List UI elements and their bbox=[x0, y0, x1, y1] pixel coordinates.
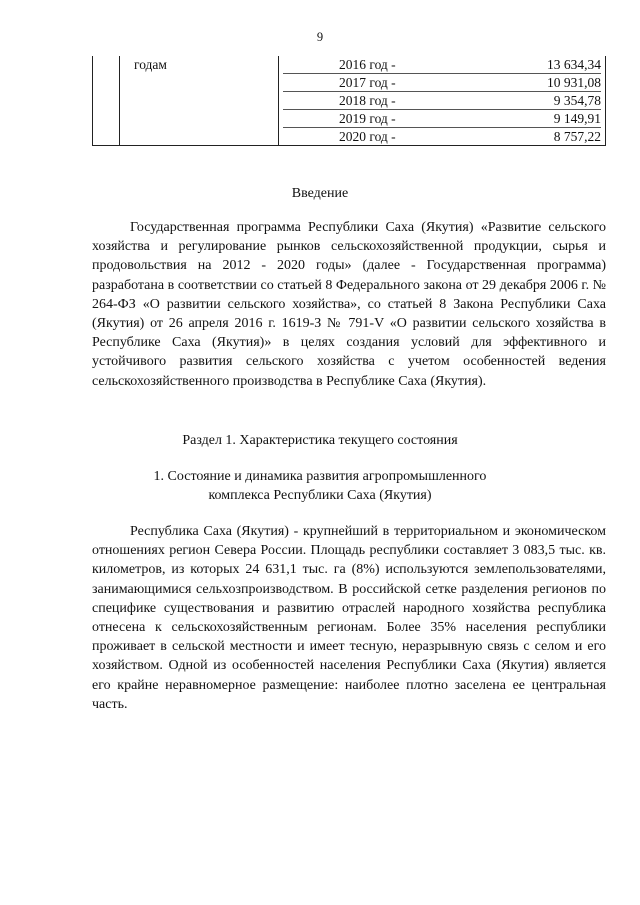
subsection-heading-line2: комплекса Республики Саха (Якутия) bbox=[208, 488, 432, 503]
budget-table bbox=[92, 56, 606, 146]
page-number: 9 bbox=[316, 30, 324, 44]
intro-heading: Введение bbox=[291, 186, 349, 201]
year-label: 2020 год - bbox=[339, 129, 396, 144]
table-year-row bbox=[283, 92, 601, 110]
section-paragraph: Республика Саха (Якутия) - крупнейший в территориальном и экономическом отношениях регион Севера России. Площадь республики составляет 3 083,5 тыс. кв. километров, из которых 24 631,1 тыс. га (8%) используются землепользователями, занимающимися сельхозпроизводством. В российской сетке разделения регионов по специфике существования и развитию отраслей народного хозяйства республика отнесена к сельскохозяйственным регионам. Более 35% населения республики проживает в сельской местности и имеет тесную, неразрывную связь с селом и его хозяйством. Одной из особенностей населения Республики Саха (Якутия) является его крайне неравномерное размещение: наиболее плотно заселена ее центральная часть. bbox=[92, 524, 606, 712]
year-label: 2019 год - bbox=[339, 111, 396, 126]
table-row bbox=[93, 56, 606, 146]
table-year-row bbox=[283, 74, 601, 92]
table-year-cell bbox=[279, 56, 606, 146]
table-cell-empty bbox=[93, 56, 120, 146]
intro-paragraph: Государственная программа Республики Саха (Якутия) «Развитие сельского хозяйства и регулирование рынков сельскохозяйственной продукции, сырья и продовольствия на 2012 - 2020 годы» (далее - Государственная программа) разработана в соответствии со статьей 8 Федерального закона от 29 декабря 2006 г. № 264-ФЗ «О развитии сельского хозяйства», со статьей 8 Закона Республики Саха (Якутия) от 26 апреля 2016 г. 1619-З № 791-V «О развитии сельского хозяйства в Республике Саха (Якутия)» в целях создания условий для эффективного и устойчивого развития сельского хозяйства с учетом особенностей ведения сельскохозяйственного производства в Республике Саха (Якутия). bbox=[92, 220, 606, 389]
table-year-row bbox=[283, 128, 601, 145]
year-label: 2017 год - bbox=[339, 75, 396, 90]
table-row-label: годам bbox=[120, 56, 279, 146]
year-amount: 13 634,34 bbox=[547, 57, 601, 72]
year-label: 2018 год - bbox=[339, 93, 396, 108]
year-amount: 9 354,78 bbox=[553, 93, 601, 108]
year-label: 2016 год - bbox=[339, 57, 396, 72]
year-amount: 10 931,08 bbox=[547, 75, 601, 90]
table-year-row bbox=[283, 56, 601, 74]
year-amount: 8 757,22 bbox=[553, 129, 601, 144]
year-amount: 9 149,91 bbox=[553, 111, 601, 126]
table-year-row bbox=[283, 110, 601, 128]
section-heading: Раздел 1. Характеристика текущего состояния bbox=[182, 433, 458, 448]
subsection-heading-line1: 1. Состояние и динамика развития агропромышленного bbox=[153, 469, 487, 484]
